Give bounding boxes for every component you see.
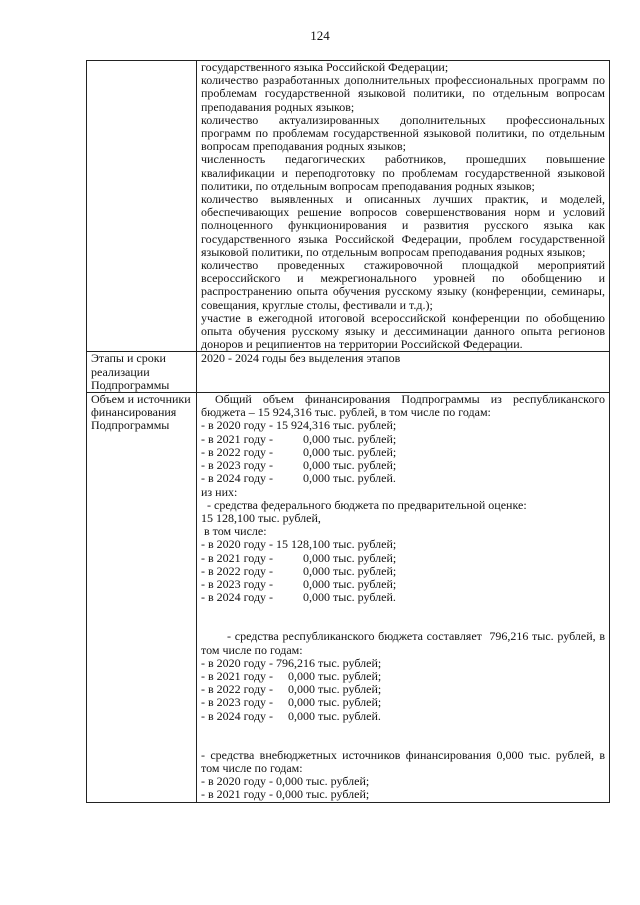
total-year-line: - в 2024 году - 0,000 тыс. рублей. (201, 471, 396, 486)
indicator-line: количество актуализированных дополнительных профессиональных программ по проблемам государственной языковой политики, по отдельным вопросам преподавания родных языков; (201, 112, 605, 154)
indicator-line: участие в ежегодной итоговой всероссийской конференции по обобщению опыта обучения русскому языку и дессиминации данного опыта регионов доноров и реципиентов на территории Российской Федерации. (201, 310, 605, 352)
republic-year-line: - в 2024 году - 0,000 тыс. рублей. (201, 708, 381, 723)
republic-intro: - средства республиканского бюджета составляет 796,216 тыс. рублей, в том числе по годам: (201, 629, 609, 657)
indicator-line: численность педагогических работников, прошедших повышение квалификации и переподготовку по проблемам государственной языковой политики, по отдельным вопросам преподавания родных языков; (201, 152, 605, 193)
republic-year-line: - в 2023 году - 0,000 тыс. рублей; (201, 695, 382, 710)
indicator-line: государственного языка Российской Федерации; (201, 60, 449, 74)
federal-year-line: - в 2020 году - 15 128,100 тыс. рублей; (201, 537, 397, 552)
table-row-financing (87, 393, 610, 802)
republic-year-line: - в 2021 году - 0,000 тыс. рублей; (201, 668, 382, 683)
indicator-line: количество разработанных дополнительных профессиональных программ по проблемам государственной языковой политики, по отдельным вопросам преподавания родных языков; (201, 73, 605, 114)
stages-value: 2020 - 2024 годы без выделения этапов (197, 352, 610, 393)
financing-cell (197, 393, 610, 802)
financing-label: Объем и источники финансирования Подпрограммы (87, 393, 197, 802)
republic-year-line: - в 2020 году - 796,216 тыс. рублей; (201, 655, 382, 670)
indicator-line: количество проведенных стажировочной площадкой мероприятий всероссийского и межрегионального уровней по обобщению и распространению опыта обучения русскому языку (конференции, семинары, совещания, круглые столы, фестивали и т.д.); (201, 258, 605, 312)
federal-year-line: - в 2022 году - 0,000 тыс. рублей; (201, 563, 397, 578)
of-which-label: из них: (201, 484, 238, 499)
indicators-cell (197, 61, 610, 352)
extrabudget-intro: - средства внебюджетных источников финансирования 0,000 тыс. рублей, в том числе по годам: (201, 747, 605, 775)
federal-year-line: - в 2021 году - 0,000 тыс. рублей; (201, 550, 397, 565)
spacer (201, 604, 605, 630)
table-row-indicators (87, 61, 610, 352)
table-row-stages (87, 352, 610, 393)
republic-year-line: - в 2022 году - 0,000 тыс. рублей; (201, 682, 382, 697)
spacer (201, 723, 605, 749)
federal-year-line: - в 2023 году - 0,000 тыс. рублей; (201, 576, 397, 591)
federal-year-line: - в 2024 году - 0,000 тыс. рублей. (201, 590, 396, 605)
total-year-line: - в 2021 году - 0,000 тыс. рублей; (201, 431, 397, 446)
federal-intro: - средства федерального бюджета по предварительной оценке: (201, 497, 527, 512)
total-year-line: - в 2022 году - 0,000 тыс. рублей; (201, 444, 397, 459)
federal-incl: в том числе: (201, 524, 267, 539)
subprogram-passport-table (86, 60, 610, 803)
stages-label: Этапы и сроки реализации Подпрограммы (87, 352, 197, 393)
financing-intro: Общий объем финансирования Подпрограммы из республиканского бюджета – 15 924,316 тыс. рублей, в том числе по годам: (201, 392, 605, 420)
extrabudget-year-line: - в 2020 году - 0,000 тыс. рублей; (201, 774, 370, 789)
total-year-line: - в 2023 году - 0,000 тыс. рублей; (201, 458, 397, 473)
total-year-line: - в 2020 году - 15 924,316 тыс. рублей; (201, 418, 397, 433)
indicator-line: количество выявленных и описанных лучших практик, и моделей, обеспечивающих решение вопросов совершенствования норм и условий полноценного функционирования и развития русского языка как государственного языка Российской Федерации, проблем государственной языковой политики, по отдельным вопросам преподавания родных языков; (201, 192, 605, 259)
page-number: 124 (310, 28, 330, 43)
federal-amount: 15 128,100 тыс. рублей, (201, 510, 321, 525)
extrabudget-year-line: - в 2021 году - 0,000 тыс. рублей; (201, 787, 370, 802)
row-label-empty (87, 61, 197, 352)
